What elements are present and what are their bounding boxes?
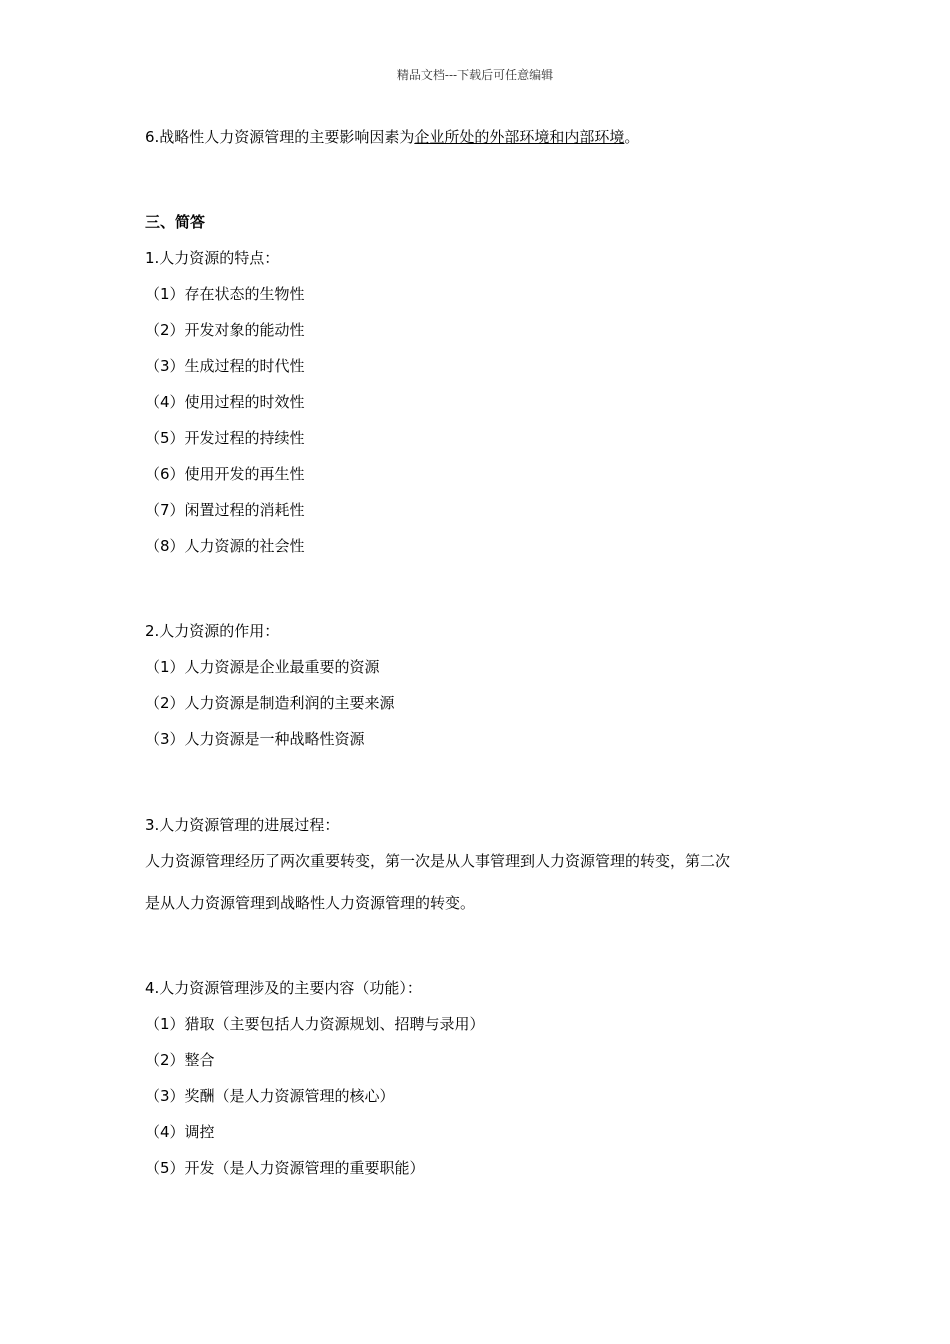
answer-1-title: 1.人力资源的特点： bbox=[145, 249, 280, 267]
list-item: （5）开发过程的持续性 bbox=[145, 429, 305, 447]
list-item: （1）存在状态的生物性 bbox=[145, 285, 305, 303]
list-item: （2）开发对象的能动性 bbox=[145, 321, 305, 339]
list-item: （4）调控 bbox=[145, 1123, 215, 1141]
list-item: （3）人力资源是一种战略性资源 bbox=[145, 730, 365, 748]
list-item: （2）人力资源是制造利润的主要来源 bbox=[145, 694, 395, 712]
list-item: （6）使用开发的再生性 bbox=[145, 465, 305, 483]
list-item: （5）开发（是人力资源管理的重要职能） bbox=[145, 1159, 425, 1177]
question-6-prefix: 6.战略性人力资源管理的主要影响因素为 bbox=[145, 128, 415, 146]
page-header: 精品文档---下载后可任意编辑 bbox=[396, 68, 554, 82]
question-6 bbox=[145, 127, 639, 147]
list-item: （2）整合 bbox=[145, 1051, 215, 1069]
list-item: （4）使用过程的时效性 bbox=[145, 393, 305, 411]
list-item: （1）猎取（主要包括人力资源规划、招聘与录用） bbox=[145, 1015, 485, 1033]
list-item: （3）奖酬（是人力资源管理的核心） bbox=[145, 1087, 395, 1105]
question-6-suffix: 。 bbox=[624, 128, 640, 146]
answer-3-title: 3.人力资源管理的进展过程： bbox=[145, 816, 340, 834]
answer-3-paragraph-line-2: 是从人力资源管理到战略性人力资源管理的转变。 bbox=[145, 894, 476, 912]
answer-4-title: 4.人力资源管理涉及的主要内容（功能）： bbox=[145, 979, 422, 997]
list-item: （1）人力资源是企业最重要的资源 bbox=[145, 658, 380, 676]
answer-2-title: 2.人力资源的作用： bbox=[145, 622, 280, 640]
list-item: （7）闲置过程的消耗性 bbox=[145, 501, 305, 519]
section-title: 三、简答 bbox=[145, 213, 206, 231]
list-item: （3）生成过程的时代性 bbox=[145, 357, 305, 375]
list-item: （8）人力资源的社会性 bbox=[145, 537, 305, 555]
answer-3-paragraph-line-1: 人力资源管理经历了两次重要转变，第一次是从人事管理到人力资源管理的转变，第二次 bbox=[145, 852, 731, 870]
question-6-answer: 企业所处的外部环境和内部环境 bbox=[414, 128, 625, 146]
